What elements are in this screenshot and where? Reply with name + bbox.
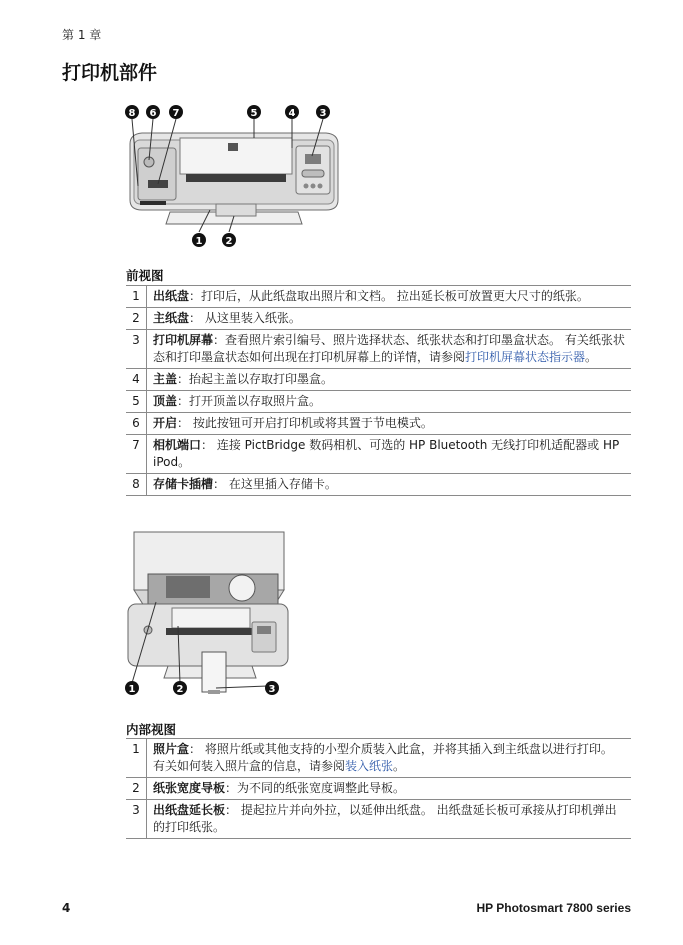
front-callout-3: 3 xyxy=(319,108,327,119)
table-row xyxy=(126,369,631,391)
row-number: 3 xyxy=(126,330,147,369)
row-number: 1 xyxy=(126,286,147,308)
table-row xyxy=(126,330,631,369)
table-row xyxy=(126,308,631,330)
product-name: HP Photosmart 7800 series xyxy=(476,901,631,915)
row-text: 按此按钮可开启打印机或将其置于节电模式。 xyxy=(189,416,433,430)
row-term: 主盖 xyxy=(153,372,178,386)
table-row xyxy=(126,474,631,496)
row-description xyxy=(147,369,632,391)
row-description xyxy=(147,286,632,308)
row-term: 出纸盘 xyxy=(153,289,190,303)
table-row xyxy=(126,778,631,800)
row-text: 打印后，从此纸盘取出照片和文档。 拉出延长板可放置更大尺寸的纸张。 xyxy=(201,289,589,303)
front-callout-4: 4 xyxy=(288,108,296,119)
inside-view-table xyxy=(126,738,631,839)
row-description xyxy=(147,474,632,496)
row-number: 5 xyxy=(126,391,147,413)
row-number: 1 xyxy=(126,739,147,778)
front-callout-7: 7 xyxy=(172,108,180,119)
front-callout-8: 8 xyxy=(128,108,136,119)
row-description xyxy=(147,778,632,800)
table-row xyxy=(126,286,631,308)
row-number: 6 xyxy=(126,413,147,435)
row-description xyxy=(147,739,632,778)
term-separator: ： xyxy=(189,289,202,303)
load-paper-link[interactable]: 装入纸张 xyxy=(345,759,394,773)
table-row xyxy=(126,391,631,413)
row-text: 提起拉片并向外拉，以延伸出纸盘。 出纸盘延长板可承接从打印机弹出的打印纸张。 xyxy=(153,803,617,834)
inside-callout-2: 2 xyxy=(176,684,184,695)
row-description xyxy=(147,330,632,369)
row-tail: 。 xyxy=(393,759,406,773)
inside-view-caption: 内部视图 xyxy=(126,722,177,737)
row-text: 从这里装入纸张。 xyxy=(201,311,301,325)
inside-callout-1: 1 xyxy=(128,684,136,695)
row-text: 在这里插入存储卡。 xyxy=(225,477,337,491)
page-title: 打印机部件 xyxy=(62,62,158,84)
front-view-figure xyxy=(124,100,344,252)
row-number: 7 xyxy=(126,435,147,474)
table-row xyxy=(126,413,631,435)
term-separator: ： xyxy=(201,438,214,452)
row-text: 抬起主盖以存取打印墨盒。 xyxy=(189,372,334,386)
row-description xyxy=(147,413,632,435)
term-separator: ： xyxy=(213,477,226,491)
row-term: 照片盒 xyxy=(153,742,190,756)
row-term: 开启 xyxy=(153,416,178,430)
row-number: 2 xyxy=(126,778,147,800)
front-callout-5: 5 xyxy=(250,108,258,119)
printer-screen-status-link[interactable]: 打印机屏幕状态指示器 xyxy=(465,350,586,364)
row-text: 连接 PictBridge 数码相机、可选的 HP Bluetooth 无线打印机适配器或 HP iPod。 xyxy=(153,438,620,469)
row-text: 查看照片索引编号、照片选择状态、纸张状态和打印墨盒状态。 有关纸张状态和打印墨盒状态如何出现在打印机屏幕上的详情，请参阅 xyxy=(153,333,625,364)
front-view-table xyxy=(126,285,631,496)
row-description xyxy=(147,308,632,330)
table-row xyxy=(126,739,631,778)
row-number: 2 xyxy=(126,308,147,330)
row-term: 主纸盘 xyxy=(153,311,190,325)
row-description xyxy=(147,391,632,413)
row-text: 将照片纸或其他支持的小型介质装入此盒，并将其插入到主纸盘以进行打印。 有关如何装入照片盒的信息，请参阅 xyxy=(153,742,613,773)
inside-view-figure xyxy=(124,530,292,702)
page-number: 4 xyxy=(62,901,71,915)
term-separator: ： xyxy=(189,742,202,756)
row-number: 4 xyxy=(126,369,147,391)
term-separator: ： xyxy=(177,394,190,408)
term-separator: ： xyxy=(189,311,202,325)
table-row xyxy=(126,435,631,474)
table-row xyxy=(126,800,631,839)
front-callout-2: 2 xyxy=(225,236,233,247)
front-view-caption: 前视图 xyxy=(126,268,164,283)
row-description xyxy=(147,800,632,839)
row-term: 打印机屏幕 xyxy=(153,333,214,347)
row-term: 顶盖 xyxy=(153,394,178,408)
front-callout-6: 6 xyxy=(149,108,157,119)
term-separator: ： xyxy=(225,781,238,795)
inside-callout-3: 3 xyxy=(268,684,276,695)
row-term: 相机端口 xyxy=(153,438,202,452)
term-separator: ： xyxy=(225,803,238,817)
term-separator: ： xyxy=(213,333,226,347)
front-callout-1: 1 xyxy=(195,236,203,247)
row-description xyxy=(147,435,632,474)
row-text: 打开顶盖以存取照片盒。 xyxy=(189,394,322,408)
row-term: 纸张宽度导板 xyxy=(153,781,226,795)
term-separator: ： xyxy=(177,416,190,430)
row-number: 8 xyxy=(126,474,147,496)
row-number: 3 xyxy=(126,800,147,839)
chapter-label: 第 1 章 xyxy=(62,28,102,42)
row-text: 为不同的纸张宽度调整此导板。 xyxy=(237,781,406,795)
row-term: 存储卡插槽 xyxy=(153,477,214,491)
term-separator: ： xyxy=(177,372,190,386)
row-tail: 。 xyxy=(585,350,598,364)
row-term: 出纸盘延长板 xyxy=(153,803,226,817)
